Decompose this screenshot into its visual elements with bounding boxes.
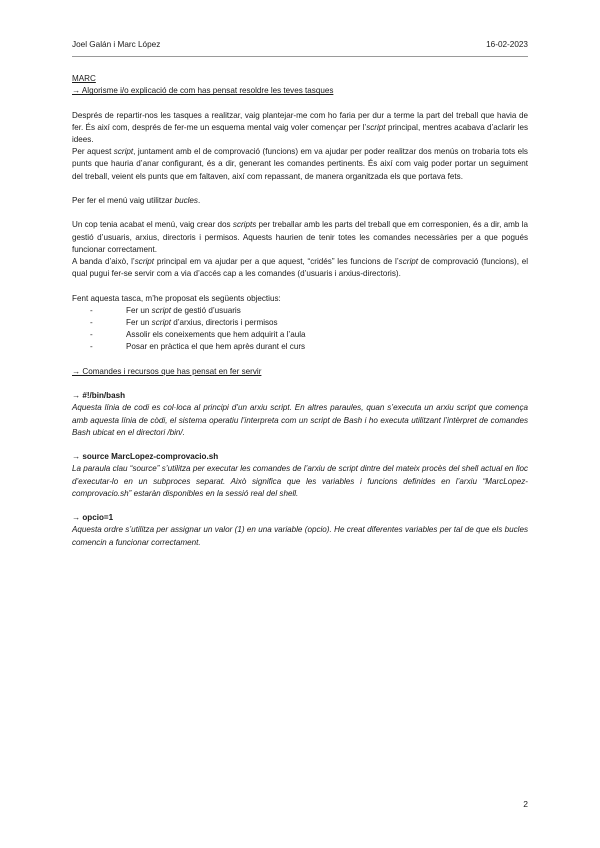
section-title: MARC — [72, 74, 96, 83]
page-content — [72, 73, 528, 549]
text-run: , juntament amb el de comprovació (funcions) em va ajudar per poder realitzar dos menús on trobaria tots els punts que hauria d’anar configurant, és a dir, generant les comandes pertinents. És així com vaig poder portar un seguiment del treball, veient els punts que em faltaven, així com repassant, de manera organitzada els que portava fets. — [72, 147, 528, 181]
header-authors: Joel Galán i Marc López — [72, 40, 161, 49]
text-run: de comprovació (funcions), el qual pugui fer-se servir com a via d’accés cap a les comandes (d’usuaris i arxius-directoris). — [72, 257, 528, 279]
header-date: 16-02-2023 — [486, 40, 528, 49]
text-run: A banda d’això, l’ — [72, 257, 135, 266]
page-number: 2 — [523, 799, 528, 809]
text-run: Fer un — [126, 318, 152, 327]
text-run: de gestió d’usuaris — [171, 305, 241, 315]
text-run: Per fer el menú vaig utilitzar — [72, 196, 175, 205]
italic-term: scripts — [232, 220, 257, 230]
text-run: d’arxius, directoris i permisos — [171, 318, 278, 327]
command-title: → opcio=1 — [72, 513, 114, 523]
text-run: principal, mentres acabava d’aclarir les idees. — [72, 122, 528, 144]
italic-term: script — [398, 257, 418, 266]
objectives-list — [72, 305, 528, 354]
text-run: Després de repartir-nos les tasques a realitzar, vaig plantejar-me com ho faria per dur a terme la part del treball que havia de fer. És així com, després de fer-me un esquema mental vaig voler començar per l’ — [72, 110, 528, 132]
command-title: → #!/bin/bash — [72, 391, 126, 401]
command-title: → source MarcLopez-comprovacio.sh — [72, 452, 219, 462]
italic-term: script — [113, 147, 134, 157]
paragraph — [72, 219, 528, 256]
command-description: Aquesta línia de codi es col·loca al principi d’un arxiu script. En altres paraules, quan s’executa un arxiu script que comença amb aquesta línia de còdi, el sistema operatiu l’interpreta com un script de Bash i ho executa utilitzant l’intèrpret de comandes Bash ubicat en el directori /bin/. — [72, 403, 528, 437]
italic-term: script — [151, 305, 171, 315]
subheading-algorithm: → Algorisme i/o explicació de com has pensat resoldre les teves tasques — [72, 86, 334, 96]
italic-term: script — [134, 257, 155, 266]
text-run: principal em va ajudar per a que aquest, “cridés” les funcions de l’ — [154, 257, 399, 266]
objectives-intro: Fent aquesta tasca, m’he proposat els següents objectius: — [72, 293, 281, 303]
paragraph — [72, 256, 528, 280]
list-item: - Fer un script de gestió d’usuaris — [90, 305, 241, 315]
text-run: per treballar amb les parts del treball que em corresponien, és a dir, amb la gestió d’usuaris, arxius, directoris i permisos. Aquests haurien de tenir totes les comandes necessàries per a que pogués funcionar correctament. — [72, 220, 528, 254]
paragraph — [72, 195, 528, 207]
paragraph — [72, 110, 528, 147]
command-description: La paraula clau “source” s’utilitza per executar les comandes de l’arxiu de script dintre del mateix procès del shell actual en lloc d’executar-lo en un subproces separat. Això significa que les variables i funcions definides en l’arxiu “MarcLopez-comprovacio.sh” estaràn disponibles en la sessió real del shell. — [72, 464, 528, 498]
header-rule — [72, 56, 528, 57]
list-item: - Posar en pràctica el que hem après durant el curs — [90, 342, 306, 352]
text-run: Un cop tenia acabat el menú, vaig crear dos — [72, 220, 233, 230]
italic-term: script — [366, 122, 386, 132]
list-item: - Assolir els coneixements que hem adquirit a l’aula — [90, 330, 306, 340]
command-description: Aquesta ordre s’utilitza per assignar un valor (1) en una variable (opcio). He creat diferentes variables per tal de que els bucles comencin a funcionar correctament. — [72, 525, 528, 547]
text-run: Per aquest — [72, 147, 114, 157]
subheading-commands: → Comandes i recursos que has pensat en fer servir — [72, 366, 262, 376]
text-run: . — [197, 196, 201, 205]
italic-term: script — [151, 318, 171, 327]
list-item: - Fer un script d’arxius, directoris i permisos — [90, 318, 278, 327]
text-run: Posar en pràctica el que hem après durant el curs — [126, 342, 306, 352]
paragraph — [72, 146, 528, 183]
text-run: Fer un — [126, 305, 152, 315]
italic-term: bucles — [174, 196, 198, 205]
text-run: Assolir els coneixements que hem adquirit a l’aula — [126, 330, 306, 340]
